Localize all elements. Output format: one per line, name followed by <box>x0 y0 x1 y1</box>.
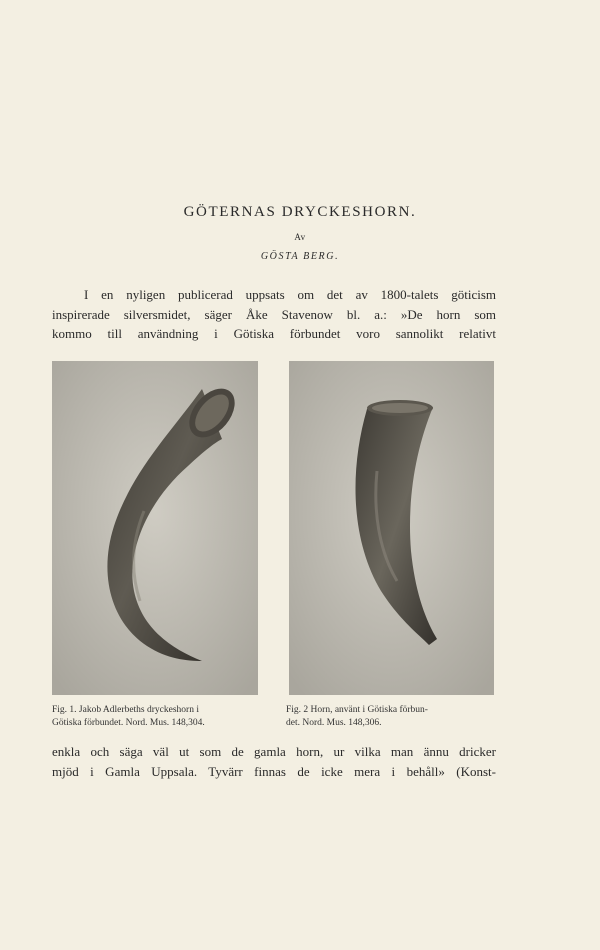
text-line: I en nyligen publicerad uppsats om det av 1800-talets göticism <box>84 287 496 302</box>
paragraph-intro <box>52 285 496 344</box>
caption-line: det. Nord. Mus. 148,306. <box>286 718 382 728</box>
byline-prefix: Av <box>294 232 306 242</box>
figure-1-photo <box>52 361 258 695</box>
figure-2-caption <box>286 704 502 730</box>
caption-line: Fig. 1. Jakob Adlerbeths dryckeshorn i <box>52 705 199 715</box>
drinking-horn-image <box>52 361 258 695</box>
text-line: enkla och säga väl ut som de gamla horn, ur vilka man ännu dricker <box>52 744 496 759</box>
paragraph-continuation <box>52 742 496 781</box>
figure-2-photo <box>289 361 494 695</box>
caption-line: Götiska förbundet. Nord. Mus. 148,304. <box>52 718 205 728</box>
author-name: GÖSTA BERG. <box>260 251 340 262</box>
text-line: kommo till användning i Götiska förbundet voro sannolikt relativt <box>52 326 496 341</box>
article-title: GÖTERNAS DRYCKESHORN. <box>183 204 417 220</box>
figure-1-caption <box>52 704 262 730</box>
text-line: mjöd i Gamla Uppsala. Tyvärr finnas de icke mera i behåll» (Konst- <box>52 763 496 779</box>
text-line: inspirerade silversmidet, säger Åke Stavenow bl. a.: »De horn som <box>52 306 496 322</box>
caption-line: Fig. 2 Horn, använt i Götiska förbun- <box>286 705 428 715</box>
drinking-horn-image <box>289 361 494 695</box>
